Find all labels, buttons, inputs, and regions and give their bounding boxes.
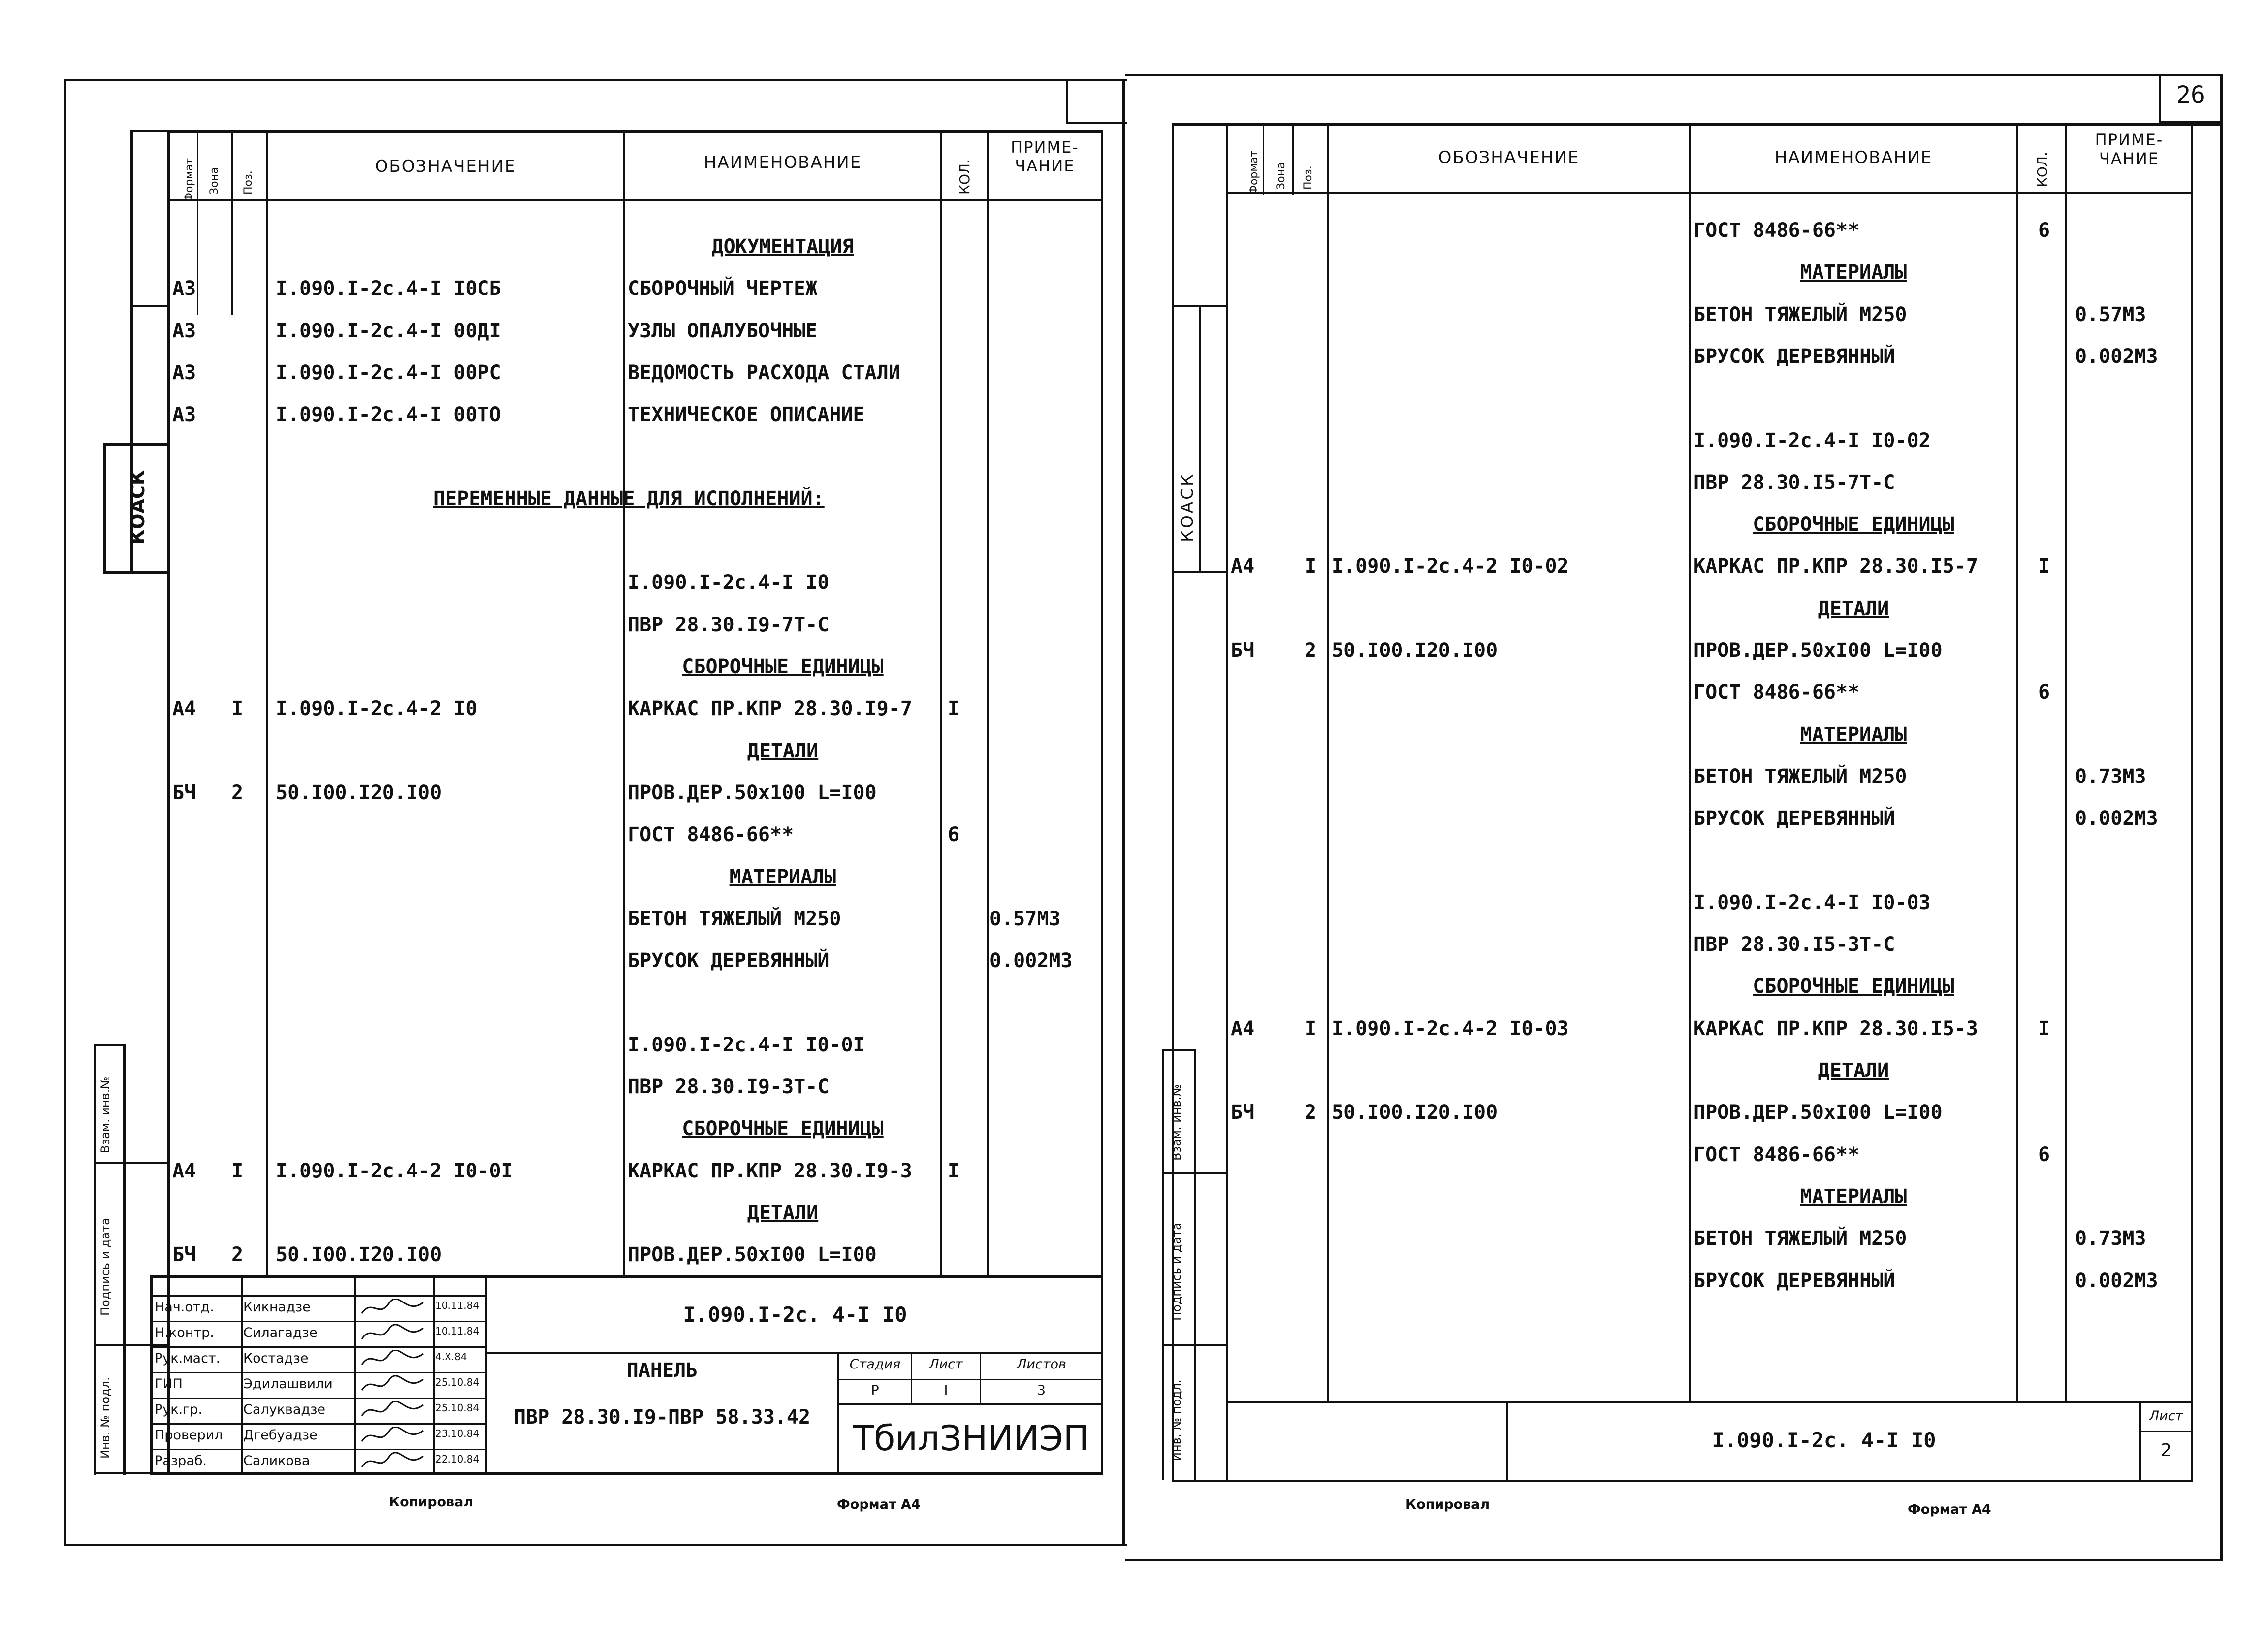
stage-value: Р bbox=[871, 1383, 879, 1398]
cell-name: ПВР 28.30.I9-3Т-С bbox=[628, 1075, 830, 1098]
sheets-value: 3 bbox=[1037, 1383, 1046, 1398]
cell-name: БРУСОК ДЕРЕВЯННЫЙ bbox=[628, 949, 830, 973]
cell-des: 50.I00.I20.I00 bbox=[1332, 639, 1498, 662]
cell-pos: I bbox=[231, 697, 244, 720]
cell-name: СБОРОЧНЫЕ ЕДИНИЦЫ bbox=[1753, 513, 1954, 536]
signer-date: 10.11.84 bbox=[435, 1325, 479, 1337]
cell-name: ДОКУМЕНТАЦИЯ bbox=[711, 235, 854, 258]
cell-fmt: А3 bbox=[172, 319, 196, 342]
cell-name: МАТЕРИАЛЫ bbox=[1800, 1185, 1907, 1208]
cell-fmt: А3 bbox=[172, 277, 196, 300]
signer-role: Нач.отд. bbox=[155, 1300, 214, 1315]
hdr-name: НАИМЕНОВАНИЕ bbox=[703, 153, 862, 172]
sheet-label: Лист bbox=[929, 1357, 963, 1372]
cell-qty: 6 bbox=[2038, 219, 2050, 242]
cell-fmt: А4 bbox=[1231, 555, 1255, 578]
cell-fmt: БЧ bbox=[172, 1243, 196, 1267]
cell-name: КАРКАС ПР.КПР 28.30.I5-3 bbox=[1693, 1017, 1978, 1040]
cell-name: ПРОВ.ДЕР.50х100 L=I00 bbox=[628, 781, 877, 804]
sheet-value: I bbox=[944, 1383, 948, 1398]
sign-date-label: Подпись и дата bbox=[98, 1218, 112, 1316]
right-sheet-value: 2 bbox=[2160, 1440, 2172, 1461]
cell-des: I.090.I-2с.4-I 00ДI bbox=[276, 319, 501, 342]
signature-scribble bbox=[359, 1375, 428, 1395]
signature-scribble bbox=[359, 1324, 428, 1344]
cell-des: I.090.I-2с.4-2 I0-0I bbox=[276, 1159, 513, 1182]
cell-name: БЕТОН ТЯЖЕЛЫЙ М250 bbox=[628, 907, 841, 930]
cell-name: ГОСТ 8486-66** bbox=[628, 823, 794, 847]
cell-qty: 6 bbox=[2038, 1143, 2050, 1166]
cell-name: КАРКАС ПР.КПР 28.30.I9-7 bbox=[628, 697, 912, 720]
cell-note: 0.73М3 bbox=[2075, 1227, 2146, 1250]
cell-name: БРУСОК ДЕРЕВЯННЫЙ bbox=[1693, 1269, 1895, 1292]
signature-scribble bbox=[359, 1299, 428, 1318]
hdr-format: Формат bbox=[183, 158, 195, 202]
cell-name: ПВР 28.30.I5-7Т-С bbox=[1693, 471, 1895, 494]
cell-name: БЕТОН ТЯЖЕЛЫЙ М250 bbox=[1693, 765, 1907, 788]
corner-sheet-number: 26 bbox=[2176, 81, 2205, 109]
right-copied: Копировал bbox=[1406, 1497, 1490, 1512]
left-format: Формат А4 bbox=[837, 1497, 921, 1512]
left-copied: Копировал bbox=[389, 1495, 474, 1510]
hdr-designation-right: ОБОЗНАЧЕНИЕ bbox=[1438, 148, 1580, 167]
cell-pos: I bbox=[1305, 555, 1317, 578]
right-format: Формат А4 bbox=[1908, 1502, 1991, 1517]
cell-name: КАРКАС ПР.КПР 28.30.I5-7 bbox=[1693, 555, 1978, 578]
cell-fmt: А4 bbox=[1231, 1017, 1255, 1040]
cell-name: КАРКАС ПР.КПР 28.30.I9-3 bbox=[628, 1159, 912, 1182]
cell-name: ПВР 28.30.I9-7Т-С bbox=[628, 613, 830, 636]
cell-fmt: А3 bbox=[172, 403, 196, 426]
cell-note: 0.002М3 bbox=[2075, 807, 2158, 830]
signer-role: Н.контр. bbox=[155, 1325, 214, 1340]
cell-name: СБОРОЧНЫЕ ЕДИНИЦЫ bbox=[1753, 975, 1954, 998]
cell-qty: I bbox=[2038, 1017, 2050, 1040]
cell-name: МАТЕРИАЛЫ bbox=[1800, 261, 1907, 284]
signer-date: 25.10.84 bbox=[435, 1402, 479, 1414]
signature-scribble bbox=[359, 1350, 428, 1369]
cell-note: 0.57М3 bbox=[990, 907, 1061, 930]
cell-qty: I bbox=[948, 1159, 960, 1182]
cell-name: I.090.I-2с.4-I I0 bbox=[628, 571, 830, 594]
signature-scribble bbox=[359, 1401, 428, 1421]
signer-role: Рук.маст. bbox=[155, 1351, 221, 1366]
cell-name: СБОРОЧНЫЙ ЧЕРТЕЖ bbox=[628, 277, 818, 300]
signer-role: ГИП bbox=[155, 1376, 183, 1392]
sign-date-label-right: Подпись и дата bbox=[1170, 1223, 1183, 1321]
vzam-inv-label: Взам. инв.№ bbox=[98, 1076, 112, 1153]
inv-podl-label-right: Инв. № подл. bbox=[1170, 1379, 1183, 1461]
signer-date: 10.11.84 bbox=[435, 1300, 479, 1311]
cell-des: I.090.I-2с.4-I 00РС bbox=[276, 361, 501, 384]
cell-name: ДЕТАЛИ bbox=[1818, 1059, 1889, 1082]
cell-name: I.090.I-2с.4-I I0-02 bbox=[1693, 429, 1931, 452]
vzam-inv-label-right: Взам. инв.№ bbox=[1170, 1084, 1183, 1161]
cell-pos: 2 bbox=[1305, 1101, 1317, 1124]
cell-name: БРУСОК ДЕРЕВЯННЫЙ bbox=[1693, 807, 1895, 830]
cell-name: ГОСТ 8486-66** bbox=[1693, 1143, 1860, 1166]
cell-name: I.090.I-2с.4-I I0-03 bbox=[1693, 891, 1931, 914]
cell-note: 0.002М3 bbox=[990, 949, 1073, 973]
cell-fmt: БЧ bbox=[172, 781, 196, 804]
cell-fmt: БЧ bbox=[1231, 1101, 1255, 1124]
signer-role: Проверил bbox=[155, 1428, 223, 1443]
cell-note: 0.002М3 bbox=[2075, 345, 2158, 368]
cell-pos: I bbox=[231, 1159, 244, 1182]
hdr-designation: ОБОЗНАЧЕНИЕ bbox=[375, 157, 516, 176]
cell-name: СБОРОЧНЫЕ ЕДИНИЦЫ bbox=[682, 1117, 884, 1140]
hdr-qty: КОЛ. bbox=[957, 159, 973, 195]
cell-name: ПРОВ.ДЕР.50хI00 L=I00 bbox=[1693, 639, 1943, 662]
cell-name: СБОРОЧНЫЕ ЕДИНИЦЫ bbox=[682, 655, 884, 678]
koask-label-right: КОАСК bbox=[1178, 472, 1197, 543]
cell-fmt: А4 bbox=[172, 1159, 196, 1182]
hdr-qty-right: КОЛ. bbox=[2034, 152, 2050, 187]
cell-fmt: А3 bbox=[172, 361, 196, 384]
cell-des: I.090.I-2с.4-2 I0-03 bbox=[1332, 1017, 1569, 1040]
signer-name: Саликова bbox=[243, 1453, 310, 1468]
cell-name: БРУСОК ДЕРЕВЯННЫЙ bbox=[1693, 345, 1895, 368]
cell-fmt: БЧ bbox=[1231, 639, 1255, 662]
cell-note: 0.002М3 bbox=[2075, 1269, 2158, 1292]
cell-name: ВЕДОМОСТЬ РАСХОДА СТАЛИ bbox=[628, 361, 900, 384]
signer-date: 23.10.84 bbox=[435, 1428, 479, 1439]
signer-name: Эдилашвили bbox=[243, 1376, 333, 1392]
cell-name: ТЕХНИЧЕСКОЕ ОПИСАНИЕ bbox=[628, 403, 865, 426]
koask-label: КОАСК bbox=[127, 470, 149, 545]
cell-des: I.090.I-2с.4-I I0СБ bbox=[276, 277, 501, 300]
cell-fmt: А4 bbox=[172, 697, 196, 720]
signature-scribble bbox=[359, 1452, 428, 1472]
right-sheet-label: Лист bbox=[2149, 1408, 2183, 1424]
cell-des: I.090.I-2с.4-2 I0 bbox=[276, 697, 478, 720]
cell-qty: 6 bbox=[2038, 681, 2050, 704]
signer-name: Салуквадзе bbox=[243, 1402, 326, 1417]
cell-pos: 2 bbox=[1305, 639, 1317, 662]
cell-name: ПРОВ.ДЕР.50хI00 L=I00 bbox=[1693, 1101, 1943, 1124]
signer-name: Кикнадзе bbox=[243, 1300, 311, 1315]
right-stamp-code: I.090.I-2с. 4-I I0 bbox=[1712, 1428, 1936, 1452]
cell-name: БЕТОН ТЯЖЕЛЫЙ М250 bbox=[1693, 303, 1907, 326]
cell-name: ГОСТ 8486-66** bbox=[1693, 219, 1860, 242]
stage-label: Стадия bbox=[849, 1357, 901, 1372]
cell-name: ДЕТАЛИ bbox=[747, 739, 819, 762]
cell-des: 50.I00.I20.I00 bbox=[276, 781, 442, 804]
inv-podl-label: Инв. № подл. bbox=[98, 1377, 112, 1459]
signature-scribble bbox=[359, 1427, 428, 1446]
hdr-pos: Поз. bbox=[242, 170, 255, 195]
hdr-note: ПРИМЕ- ЧАНИЕ bbox=[1011, 138, 1079, 175]
cell-des: 50.I00.I20.I00 bbox=[1332, 1101, 1498, 1124]
signer-date: 4.X.84 bbox=[435, 1351, 467, 1363]
cell-qty: I bbox=[948, 697, 960, 720]
cell-des: 50.I00.I20.I00 bbox=[276, 1243, 442, 1267]
cell-name: ДЕТАЛИ bbox=[747, 1201, 819, 1224]
left-stamp-code: I.090.I-2с. 4-I I0 bbox=[683, 1302, 907, 1327]
cell-des: I.090.I-2с.4-I 00ТО bbox=[276, 403, 501, 426]
cell-note: 0.57М3 bbox=[2075, 303, 2146, 326]
cell-name: БЕТОН ТЯЖЕЛЫЙ М250 bbox=[1693, 1227, 1907, 1250]
hdr-format-right: Формат bbox=[1248, 150, 1260, 195]
signer-name: Дгебуадзе bbox=[243, 1428, 318, 1443]
signer-role: Разраб. bbox=[155, 1453, 207, 1468]
hdr-note-right: ПРИМЕ- ЧАНИЕ bbox=[2095, 130, 2164, 168]
cell-name: ГОСТ 8486-66** bbox=[1693, 681, 1860, 704]
cell-note: 0.73М3 bbox=[2075, 765, 2146, 788]
cell-pos: 2 bbox=[231, 781, 244, 804]
signer-name: Костадзе bbox=[243, 1351, 309, 1366]
cell-name: ПРОВ.ДЕР.50хI00 L=I00 bbox=[628, 1243, 877, 1267]
org-name: ТбилЗНИИЭП bbox=[853, 1418, 1089, 1459]
left-stamp-title2: ПВР 28.30.I9-ПВР 58.33.42 bbox=[513, 1406, 811, 1429]
signer-role: Рук.гр. bbox=[155, 1402, 203, 1417]
hdr-pos-right: Поз. bbox=[1302, 165, 1314, 190]
cell-name: МАТЕРИАЛЫ bbox=[729, 865, 836, 888]
signer-date: 22.10.84 bbox=[435, 1453, 479, 1465]
cell-qty: I bbox=[2038, 555, 2050, 578]
cell-qty: 6 bbox=[948, 823, 960, 847]
cell-wide: ПЕРЕМЕННЫЕ ДАННЫЕ ДЛЯ ИСПОЛНЕНИЙ: bbox=[433, 487, 825, 510]
cell-pos: I bbox=[1305, 1017, 1317, 1040]
hdr-name-right: НАИМЕНОВАНИЕ bbox=[1774, 148, 1933, 167]
cell-des: I.090.I-2с.4-2 I0-02 bbox=[1332, 555, 1569, 578]
cell-name: МАТЕРИАЛЫ bbox=[1800, 723, 1907, 746]
hdr-zone: Зона bbox=[208, 167, 221, 195]
signer-date: 25.10.84 bbox=[435, 1376, 479, 1388]
cell-name: ДЕТАЛИ bbox=[1818, 597, 1889, 620]
cell-name: ПВР 28.30.I5-3Т-С bbox=[1693, 933, 1895, 956]
cell-name: УЗЛЫ ОПАЛУБОЧНЫЕ bbox=[628, 319, 818, 342]
hdr-zone-right: Зона bbox=[1275, 162, 1287, 190]
signer-name: Силагадзе bbox=[243, 1325, 318, 1340]
cell-pos: 2 bbox=[231, 1243, 244, 1267]
sheets-label: Листов bbox=[1017, 1357, 1066, 1372]
left-stamp-title1: ПАНЕЛЬ bbox=[626, 1359, 698, 1382]
cell-name: I.090.I-2с.4-I I0-0I bbox=[628, 1033, 865, 1056]
